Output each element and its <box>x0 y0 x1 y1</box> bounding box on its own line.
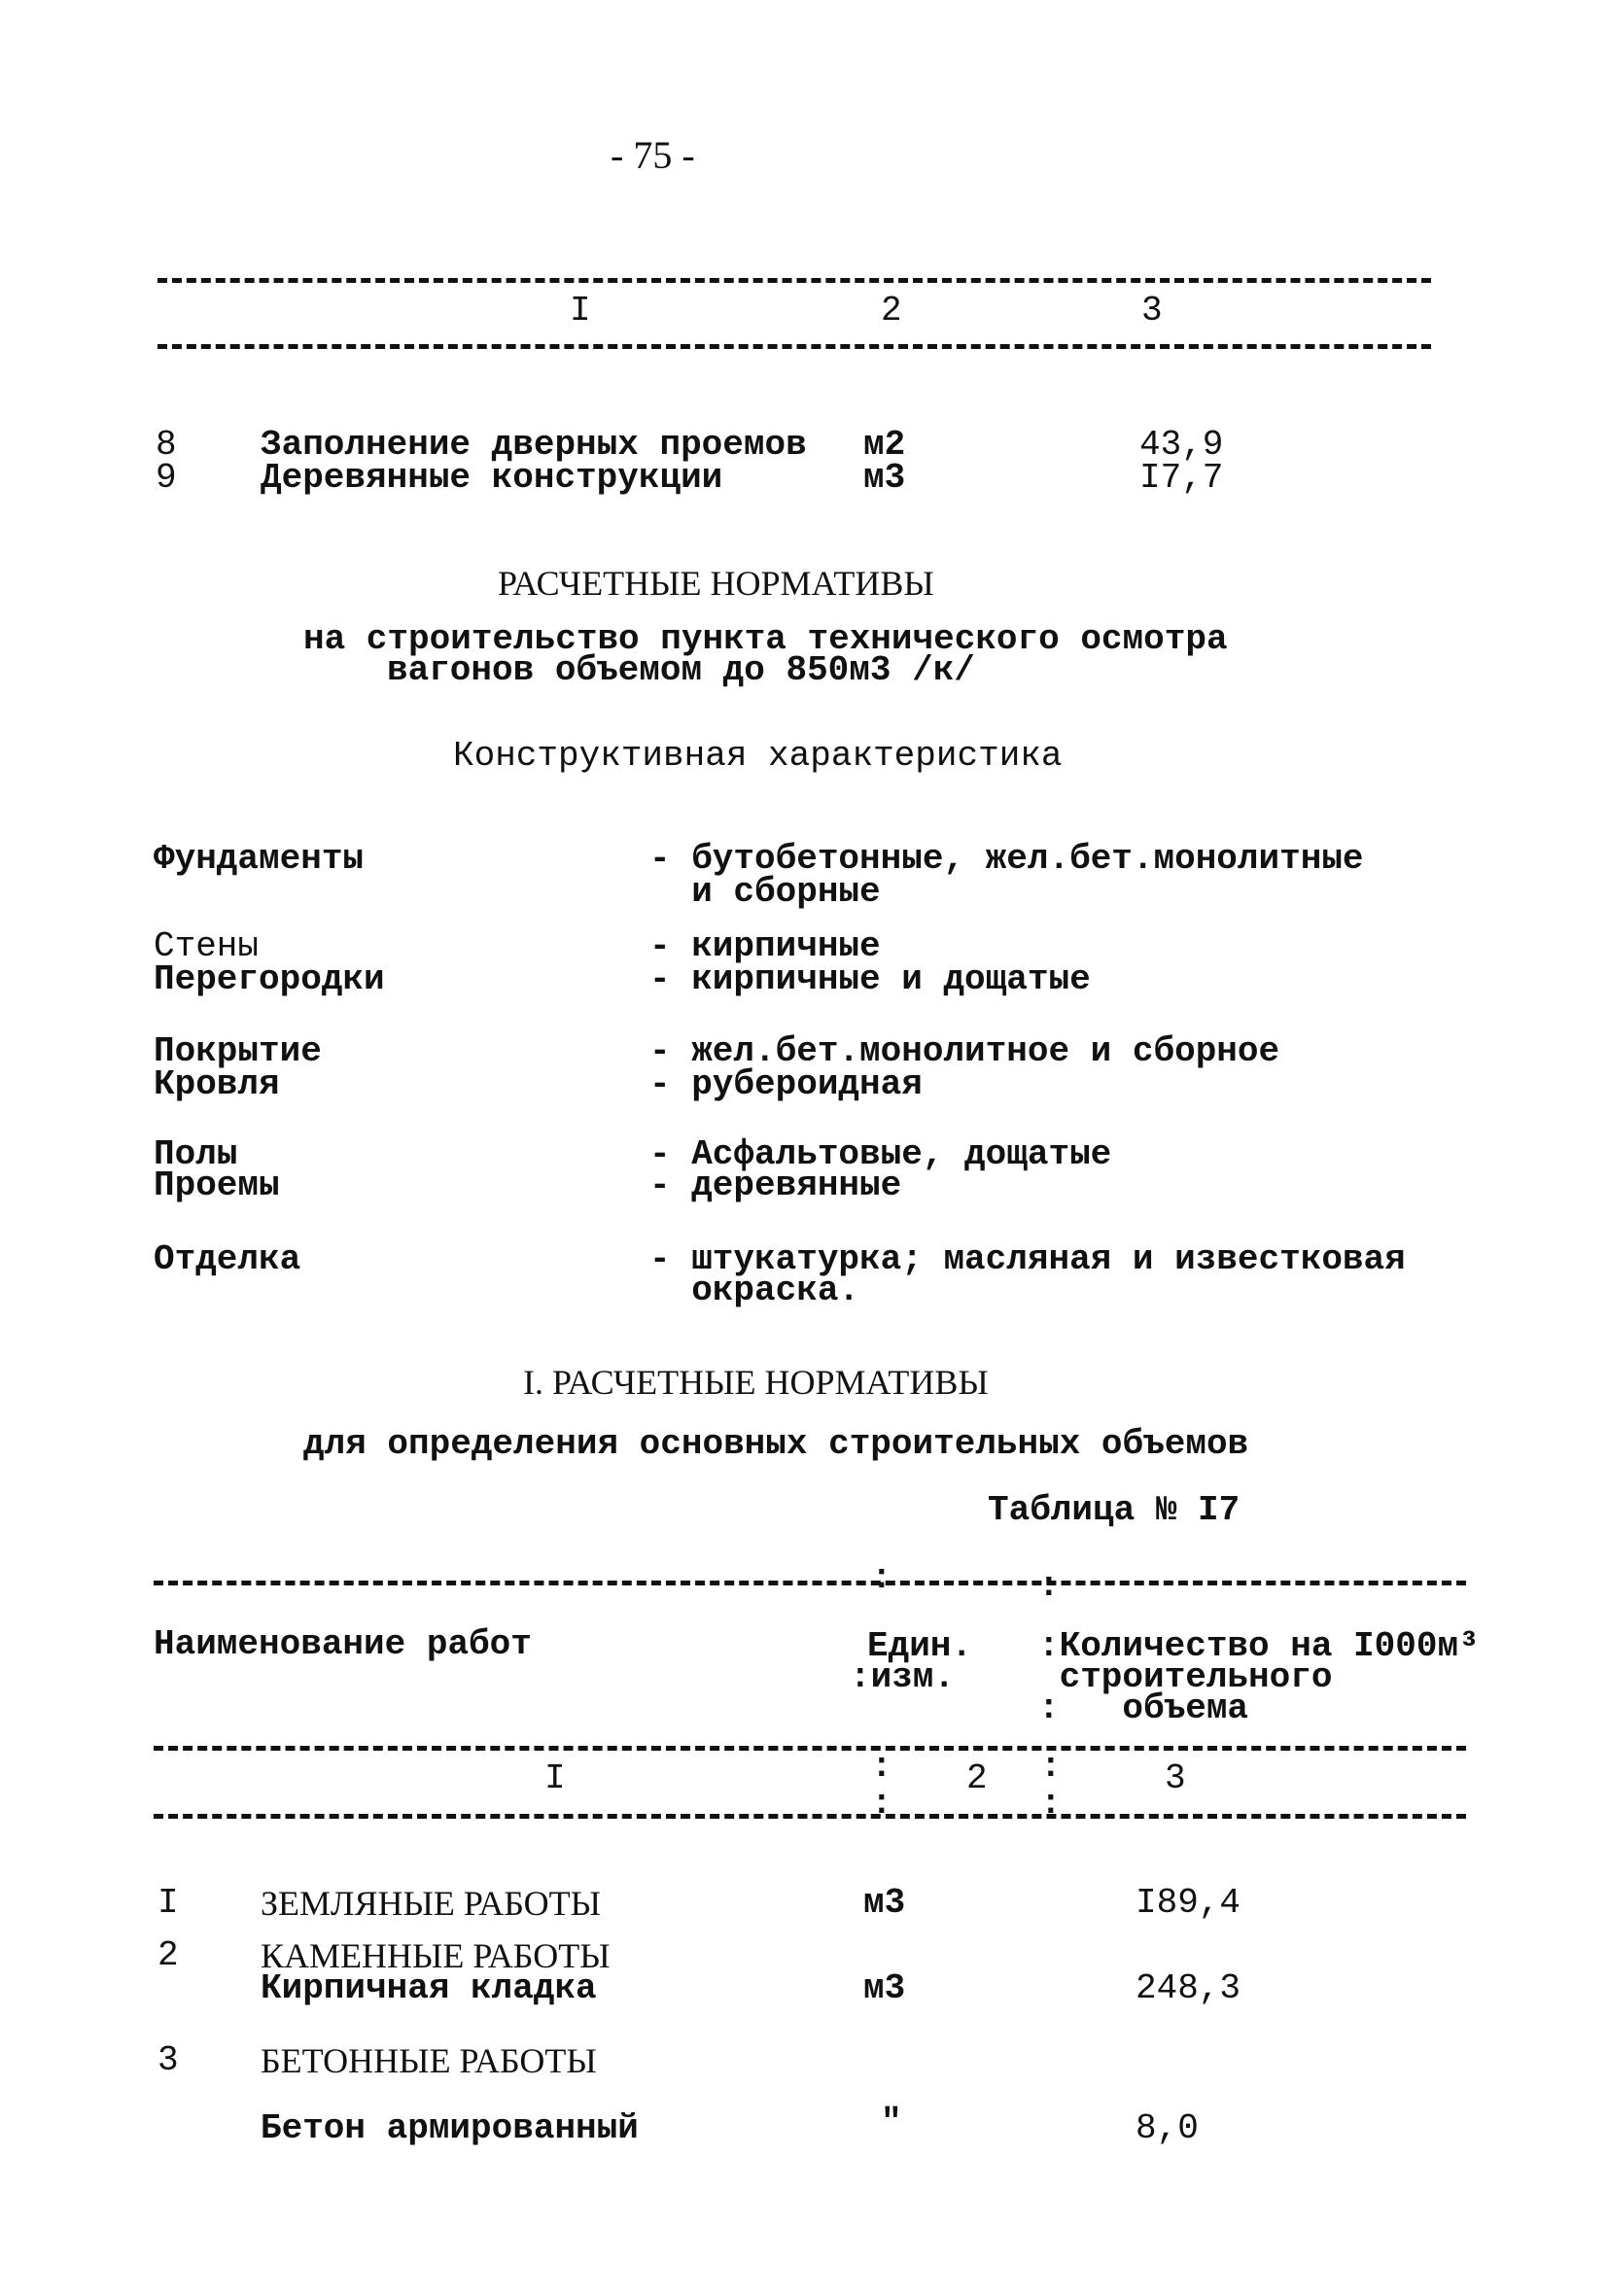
column-number-1: I <box>544 1758 566 1798</box>
characteristic-label: Полы <box>154 1134 238 1174</box>
unit: м3 <box>863 1883 906 1923</box>
characteristic-value: - Асфальтовые, дощатые <box>649 1134 1112 1174</box>
quantity: 248,3 <box>1136 1968 1241 2008</box>
table-rule <box>154 1814 1466 1819</box>
column-separator: : <box>871 1784 892 1824</box>
characteristic-value: окраска. <box>649 1270 860 1310</box>
work-name: БЕТОННЫЕ РАБОТЫ <box>261 2041 597 2080</box>
characteristic-value: - рубероидная <box>649 1064 923 1104</box>
construct-title: Конструктивная характеристика <box>453 736 1063 776</box>
header-work-name: Наименование работ <box>154 1624 532 1664</box>
header-unit: :изм. <box>850 1657 956 1697</box>
column-number-3: 3 <box>1141 291 1163 330</box>
row-number: 2 <box>157 1935 179 1975</box>
work-name: Бетон армированный <box>261 2108 639 2148</box>
characteristic-label: Фундаменты <box>154 839 365 879</box>
characteristic-value: - деревянные <box>649 1165 902 1205</box>
row-number: 9 <box>156 458 177 498</box>
characteristic-label: Кровля <box>154 1064 280 1104</box>
unit: " <box>881 2103 902 2142</box>
column-number-2: 2 <box>881 291 902 330</box>
header-quantity: :Количество на I000м³ <box>1038 1626 1480 1666</box>
table-rule <box>154 1746 1466 1751</box>
table-rule <box>157 344 1431 349</box>
section-subtitle: для определения основных строительных объемов <box>303 1424 1249 1464</box>
column-number-2: 2 <box>966 1758 988 1798</box>
characteristic-label: Проемы <box>154 1165 280 1205</box>
page-number: - 75 - <box>611 133 695 177</box>
column-separator: : <box>871 1558 892 1598</box>
table-rule <box>157 278 1431 283</box>
column-separator: : <box>871 1747 892 1787</box>
characteristic-value: и сборные <box>649 872 881 912</box>
work-name: Кирпичная кладка <box>261 1968 597 2008</box>
section-heading: РАСЧЕТНЫЕ НОРМАТИВЫ <box>498 564 934 603</box>
table-rule <box>154 1581 1466 1585</box>
characteristic-label: Покрытие <box>154 1031 322 1071</box>
characteristic-value: - жел.бет.монолитное и сборное <box>649 1031 1280 1071</box>
work-name: Деревянные конструкции <box>261 458 723 498</box>
column-number-3: 3 <box>1165 1758 1186 1798</box>
characteristic-value: - штукатурка; масляная и известковая <box>649 1239 1406 1279</box>
unit: м3 <box>863 1968 906 2008</box>
section-heading: I. РАСЧЕТНЫЕ НОРМАТИВЫ <box>523 1363 989 1402</box>
quantity: 8,0 <box>1136 2108 1199 2148</box>
unit: м3 <box>863 458 906 498</box>
characteristic-value: - кирпичные и дощатые <box>649 959 1091 999</box>
column-separator: : <box>1040 1747 1062 1787</box>
header-quantity: строительного <box>1038 1657 1333 1697</box>
characteristic-label: Перегородки <box>154 959 385 999</box>
quantity: 43,9 <box>1139 425 1224 465</box>
column-separator: : <box>1040 1784 1062 1824</box>
work-name: Заполнение дверных проемов <box>261 425 807 465</box>
row-number: I <box>157 1883 179 1923</box>
characteristic-value: - бутобетонные, жел.бет.монолитные <box>649 839 1364 879</box>
characteristic-label: Стены <box>154 926 260 966</box>
row-number: 3 <box>157 2040 179 2080</box>
section-subtitle: вагонов объемом до 850м3 /к/ <box>387 650 975 690</box>
characteristic-label: Отделка <box>154 1239 301 1279</box>
work-name: ЗЕМЛЯНЫЕ РАБОТЫ <box>261 1884 602 1923</box>
work-name: КАМЕННЫЕ РАБОТЫ <box>261 1936 611 1975</box>
section-subtitle: на строительство пункта технического осмотра <box>303 619 1228 659</box>
unit: м2 <box>863 425 906 465</box>
header-quantity: : объема <box>1038 1688 1249 1728</box>
column-separator: : <box>1038 1566 1060 1606</box>
column-number-1: I <box>570 291 591 330</box>
header-unit: Един. <box>867 1626 973 1666</box>
quantity: I7,7 <box>1139 458 1224 498</box>
table-label: Таблица № I7 <box>988 1490 1241 1530</box>
row-number: 8 <box>156 425 177 465</box>
quantity: I89,4 <box>1136 1883 1241 1923</box>
characteristic-value: - кирпичные <box>649 926 881 966</box>
